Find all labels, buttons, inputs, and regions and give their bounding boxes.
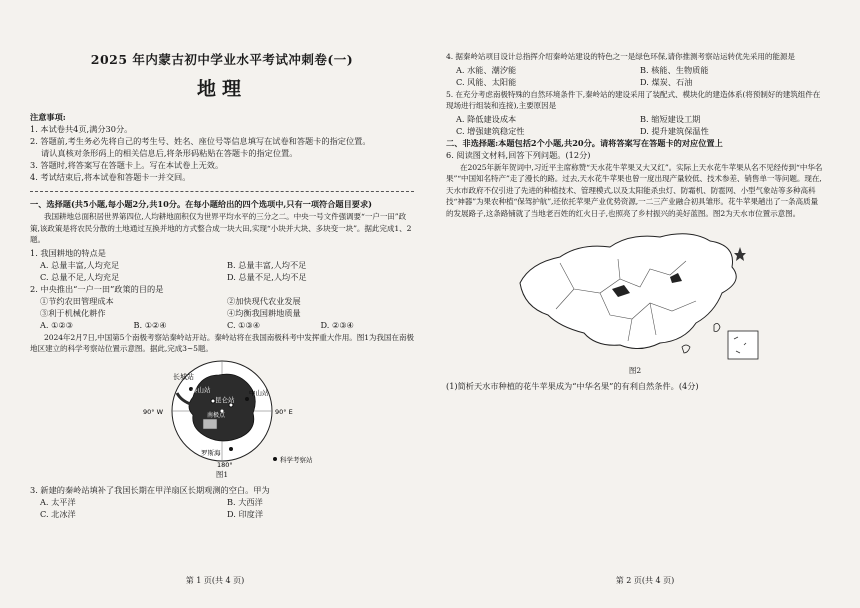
antarctica-map (107, 359, 337, 467)
section-heading-1: 一、选择题(共5小题,每小题2分,共10分。在每小题给出的四个选项中,只有一项符合题目要求) (30, 199, 373, 209)
antarctic-continent (189, 374, 255, 441)
option: C. 总量不足,人均充足 (40, 271, 120, 282)
question-3: 3. 新建的秦岭站填补了我国长期在甲洋扇区长期观测的空白。甲为 (30, 484, 270, 495)
passage-1: 我国耕地总面积居世界第四位,人均耕地面积仅为世界平均水平的三分之二。中央一号文件强调要“一户一田”政策,该政策是将农民分散的土地通过互换并地的方式整合成一块大田,实现“小块并大块、多块变一块”。据此完成1、2题。 (30, 212, 412, 244)
label-180: 180° (217, 460, 233, 467)
hainan-island (682, 345, 690, 353)
question-6: 6. 阅读图文材料,回答下列问题。(12分) (446, 149, 591, 160)
option: A. 降低建设成本 (456, 113, 517, 124)
section-heading-2: 二、非选择题:本题包括2个小题,共20分。请将答案写在答题卡的对应位置上 (446, 137, 723, 148)
question-2: 2. 中央推出“一户一田”政策的目的是 (30, 283, 164, 294)
notice-item: 4. 考试结束后,将本试卷和答题卡一并交回。 (30, 172, 191, 182)
option: A. ①②③ (40, 319, 74, 330)
option: C. ①③④ (227, 319, 261, 330)
statement: ②加快现代农业发展 (227, 295, 301, 306)
station-marker (229, 447, 233, 451)
option: D. 总量不足,人均不足 (227, 271, 307, 282)
label-90e: 90° E (275, 407, 293, 416)
option: A. 总量丰富,人均充足 (40, 259, 120, 270)
legend-marker (273, 457, 277, 461)
notice-item: 请认真核对条形码上的相关信息后,将条形码粘贴在答题卡的指定位置。 (41, 148, 298, 158)
figure-2-caption: 图2 (628, 366, 642, 375)
question-3-options (30, 496, 414, 520)
option: B. 大西洋 (227, 496, 263, 507)
statement: ①节约农田管理成本 (40, 295, 114, 306)
option: D. ②③④ (320, 319, 354, 330)
question-5: 5. 在充分考虑南极特殊的自然环境条件下,秦岭站的建设采用了装配式、模块化的建造体系(将预制好的建筑组件在现场进行组装和连接),主要原因是 (446, 89, 821, 110)
north-arrow-icon (734, 247, 746, 261)
notice-heading: 注意事项: (30, 112, 66, 122)
question-6-1: (1)简析天水市种植的花牛苹果成为“中华名果”的有利自然条件。(4分) (446, 381, 699, 391)
subject-title: 地理 (196, 78, 247, 100)
label-taishan: 泰山站 (191, 385, 211, 394)
option: D. 印度洋 (227, 508, 264, 519)
notice-item: 1. 本试卷共4页,满分30分。 (30, 124, 133, 134)
station-marker (245, 397, 249, 401)
south-sea-inset (728, 331, 758, 359)
question-1: 1. 我国耕地的特点是 (30, 247, 106, 258)
option: C. 风能、太阳能 (456, 76, 517, 87)
page-footer: 第 2 页(共 4 页) (615, 576, 675, 585)
ross-sea-area (203, 419, 217, 429)
option: D. 提升建筑保温性 (640, 125, 709, 136)
label-ross-sea: 罗斯海 (201, 448, 221, 457)
page-2 (430, 0, 860, 608)
notice-item: 2. 答题前,考生务必先将自己的考生号、姓名、座位号等信息填写在试卷和答题卡的指定位置。 (30, 136, 371, 146)
passage-2: 2024年2月7日,中国第5个南极考察站秦岭站开站。秦岭站将在我国南极科考中发挥重大作用。图1为我国在南极地区建立的科学考察站位置示意图。据此,完成3~5题。 (30, 332, 414, 353)
legend-station: 科学考察站 (280, 455, 313, 464)
statement: ③利于机械化耕作 (40, 307, 106, 318)
taiwan-island (714, 323, 720, 331)
option: B. ①②④ (133, 319, 167, 330)
option: B. 核能、生物质能 (640, 64, 709, 75)
question-4-options (446, 64, 824, 88)
label-south-pole: 南极点 (207, 411, 226, 419)
label-zhongshan: 中山站 (249, 388, 269, 397)
notice-item: 3. 答题时,将答案写在答题卡上。写在本试卷上无效。 (30, 160, 224, 170)
passage-3: 在2025年新年贺词中,习近平主席称赞“天水花牛苹果又大又红”。实际上天水花牛苹果从名不见经传到“中华名果”“中国知名特产”走了漫长的路。过去,天水花牛苹果也曾一度出现产量较低、技术参差、销售单一等问题。现在,天水市政府不仅引进了先进的种植技术、管理模式,以及太阳能杀虫灯、防霜机、防雹网、小型气象站等多种高科技“神器”为果农种植“保驾护航”,还依托苹果产业优势资源,一二三产业融合初具雏形。花牛苹果趟出了一条高质量的发展路子,这条路铺就了当地老百姓的红火日子,也照亮了乡村振兴的美好蓝图。图2为天水市位置示意图。 (446, 162, 823, 218)
china-map (500, 223, 770, 363)
option: A. 水能、潮汐能 (456, 64, 517, 75)
figure-1-caption: 图1 (215, 469, 229, 479)
figure-2 (446, 223, 824, 363)
label-kunlun: 昆仑站 (215, 395, 235, 404)
option: A. 太平洋 (40, 496, 76, 507)
label-great-wall: 长城站 (173, 372, 194, 381)
statement: ④均衡我国耕地质量 (227, 307, 301, 318)
option: C. 增强建筑稳定性 (456, 125, 525, 136)
label-90w: 90° W (143, 407, 164, 416)
option: C. 北冰洋 (40, 508, 76, 519)
figure-1 (30, 359, 414, 467)
question-1-options (30, 259, 414, 283)
question-2-items (30, 295, 414, 319)
divider (30, 191, 414, 192)
question-2-options (30, 319, 414, 331)
question-4: 4. 据秦岭站项目设计总指挥介绍秦岭站建设的特色之一是绿色环保,请你推测考察站运转优先采用的能源是 (446, 52, 795, 61)
option: D. 煤炭、石油 (640, 76, 693, 87)
option: B. 缩短建设工期 (640, 113, 701, 124)
question-5-options (446, 113, 824, 137)
exam-title: 2025 年内蒙古初中学业水平考试冲刺卷(一) (90, 52, 354, 67)
option: B. 总量丰富,人均不足 (227, 259, 307, 270)
page-footer: 第 1 页(共 4 页) (185, 576, 245, 585)
